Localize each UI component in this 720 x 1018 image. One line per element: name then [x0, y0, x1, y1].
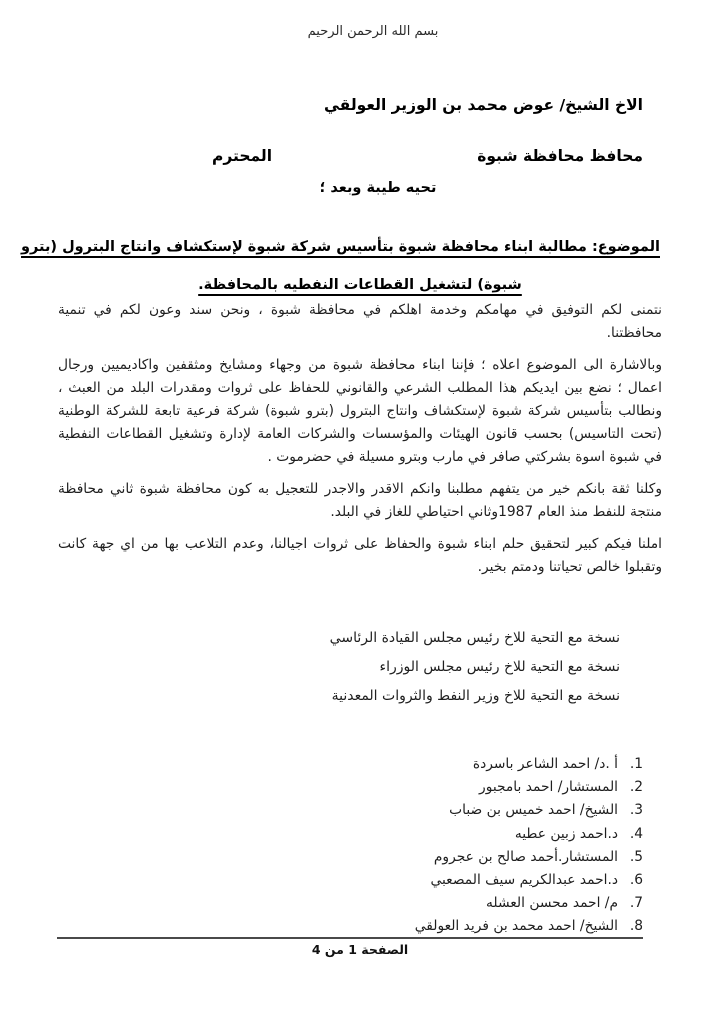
- body-paragraph-1: نتمنى لكم التوفيق في مهامكم وخدمة اهلكم في محافظة شبوة ، ونحن سند وعون لكم في تنمية محافظتنا.: [58, 302, 662, 341]
- signatory-item: [415, 799, 643, 822]
- addressee-name: الاخ الشيخ/ عوض محمد بن الوزير العولقي: [324, 96, 643, 114]
- addressee-title: محافظ محافظة شبوة: [477, 147, 643, 165]
- signatory-number: 6.: [629, 872, 643, 889]
- signatory-number: 1.: [629, 756, 643, 772]
- signatories-list: [415, 753, 643, 939]
- signatory-name: الشيخ/ احمد خميس بن ضباب: [449, 802, 618, 819]
- signatory-item: [415, 753, 643, 776]
- signatory-name: د.احمد عبدالكريم سيف المصعبي: [430, 872, 618, 889]
- signatory-name: م/ احمد محسن العشله: [485, 895, 618, 912]
- cc-line-oil-minister: نسخة مع التحية للاخ وزير النفط والثروات المعدنية: [331, 688, 620, 704]
- signatory-number: 4.: [629, 825, 643, 842]
- signatory-name: أ .د/ احمد الشاعر باسردة: [472, 756, 618, 772]
- cc-block: [330, 624, 620, 711]
- signatory-item: [415, 846, 643, 869]
- signatory-name: المستشار.أحمد صالح بن عجروم: [433, 848, 618, 865]
- footer-divider: [57, 937, 643, 939]
- body-paragraph-3: وكلنا ثقة بانكم خير من يتفهم مطلبنا وانكم الاقدر والاجدر للتعجيل به كون محافظة شبوة ثاني محافظة منتجة للنفط منذ العام 1987وثاني احتياطي للغاز في البلد.: [58, 481, 662, 520]
- body-paragraph-4: املنا فيكم كبير لتحقيق حلم ابناء شبوة والحفاظ على ثروات اجيالنا، وعدم التلاعب بها من اي جهة كانت وتقبلوا خالص تحياتنا ودمتم بخير.: [58, 536, 662, 575]
- signatory-number: 7.: [629, 895, 643, 912]
- signatory-item: [415, 915, 643, 938]
- signatory-item: [415, 776, 643, 799]
- signatory-name: المستشار/ احمد بامجبور: [479, 779, 618, 796]
- honorific-label: المحترم: [212, 147, 273, 165]
- signatory-item: [415, 892, 643, 915]
- signatory-number: 8.: [629, 918, 643, 935]
- greeting-line: تحيه طيبة وبعد ؛: [319, 180, 437, 196]
- signatory-number: 3.: [629, 802, 643, 819]
- cc-line-presidential-council: نسخة مع التحية للاخ رئيس مجلس القيادة الرئاسي: [329, 630, 620, 646]
- basmala-calligraphy: بسم الله الرحمن الرحيم: [307, 24, 439, 39]
- cc-line-prime-minister: نسخة مع التحية للاخ رئيس مجلس الوزراء: [379, 659, 620, 675]
- signatory-name: د.احمد زبين عطيه: [514, 825, 618, 842]
- page-number: الصفحة 1 من 4: [311, 942, 409, 957]
- signatory-item: [415, 823, 643, 846]
- subject-block: [21, 228, 660, 304]
- signatory-number: 2.: [629, 779, 643, 796]
- letter-body: [58, 299, 662, 588]
- signatory-number: 5.: [629, 848, 643, 865]
- signatory-item: [415, 869, 643, 892]
- subject-line-1: الموضوع: مطالبة ابناء محافظة شبوة بتأسيس شركة شبوة لإستكشاف وانتاج البترول (بترو: [21, 239, 660, 255]
- addressee-title-row: [212, 147, 643, 165]
- signatory-name: الشيخ/ احمد محمد بن فريد العولقي: [414, 918, 618, 935]
- subject-line-2: شبوة) لتشغيل القطاعات النفطيه بالمحافظة.: [198, 277, 522, 293]
- body-paragraph-2: وبالاشارة الى الموضوع اعلاه ؛ فإننا ابناء محافظة شبوة من وجهاء ومشايخ ومثقفين واكاديميين ورجال اعمال ؛ نضع بين ايديكم هذا المطلب الشرعي والقانوني للحفاظ على ثروات ومقدرات البلد من العبث ، ونطالب بتأسيس شركة شبوة لإستكشاف وانتاج البترول (بترو شبوة) شركة فرعية تابعة للشركة الوطنية (تحت التاسيس) بحسب قانون الهيئات والمؤسسات والشركات العامة لإدارة وتشغيل القطاعات النفطية في شبوة اسوة بشركتي صافر في مارب وبترو مسيلة في حضرموت .: [58, 357, 662, 465]
